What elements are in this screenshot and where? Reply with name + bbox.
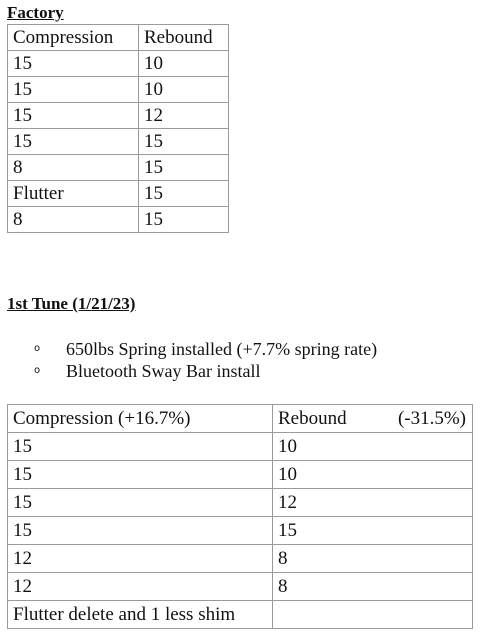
tune-heading: 1st Tune (1/21/23) (7, 294, 136, 313)
compression-header: Compression (+16.7%) (8, 405, 273, 433)
compression-cell: 15 (8, 51, 139, 77)
rebound-cell: 15 (139, 207, 229, 233)
list-item (34, 360, 377, 382)
table-row (8, 103, 229, 129)
compression-cell: 8 (8, 155, 139, 181)
table-row (8, 77, 229, 103)
table-row (8, 573, 473, 601)
compression-cell: 12 (8, 545, 273, 573)
compression-cell: 8 (8, 207, 139, 233)
table-row (8, 601, 473, 629)
rebound-change: (-31.5%) (397, 407, 466, 429)
table-row (8, 129, 229, 155)
table-header-row (8, 25, 229, 51)
rebound-header: Rebound (139, 25, 229, 51)
rebound-cell: 15 (273, 517, 473, 545)
rebound-cell: 10 (139, 77, 229, 103)
compression-cell: Flutter delete and 1 less shim (8, 601, 273, 629)
list-item (34, 338, 377, 360)
tune-table (7, 404, 473, 629)
table-row (8, 545, 473, 573)
tune-notes-list (34, 338, 377, 382)
table-row (8, 155, 229, 181)
list-item-text: Bluetooth Sway Bar install (66, 361, 261, 381)
table-row (8, 51, 229, 77)
compression-cell: 15 (8, 489, 273, 517)
rebound-cell (273, 601, 473, 629)
rebound-cell: 15 (139, 129, 229, 155)
rebound-cell: 10 (139, 51, 229, 77)
compression-cell: 15 (8, 77, 139, 103)
compression-cell: 15 (8, 517, 273, 545)
factory-table (7, 24, 229, 233)
table-header-row (8, 405, 473, 433)
compression-cell: 15 (8, 433, 273, 461)
rebound-cell: 15 (139, 155, 229, 181)
rebound-cell: 8 (273, 545, 473, 573)
compression-cell: 15 (8, 129, 139, 155)
compression-header: Compression (8, 25, 139, 51)
table-row (8, 181, 229, 207)
rebound-header: Rebound (278, 407, 347, 429)
compression-cell: 12 (8, 573, 273, 601)
compression-cell: Flutter (8, 181, 139, 207)
compression-cell: 15 (8, 103, 139, 129)
table-row (8, 461, 473, 489)
table-row (8, 433, 473, 461)
rebound-cell: 8 (273, 573, 473, 601)
rebound-cell: 10 (273, 433, 473, 461)
factory-heading: Factory (7, 3, 64, 22)
circle-bullet-icon: o (34, 365, 41, 376)
compression-cell: 15 (8, 461, 273, 489)
circle-bullet-icon: o (34, 343, 41, 354)
table-row (8, 207, 229, 233)
rebound-cell: 12 (139, 103, 229, 129)
table-row (8, 489, 473, 517)
rebound-cell: 15 (139, 181, 229, 207)
rebound-cell: 12 (273, 489, 473, 517)
table-row (8, 517, 473, 545)
list-item-text: 650lbs Spring installed (+7.7% spring rate) (66, 339, 378, 359)
rebound-header-cell (273, 405, 473, 433)
rebound-cell: 10 (273, 461, 473, 489)
